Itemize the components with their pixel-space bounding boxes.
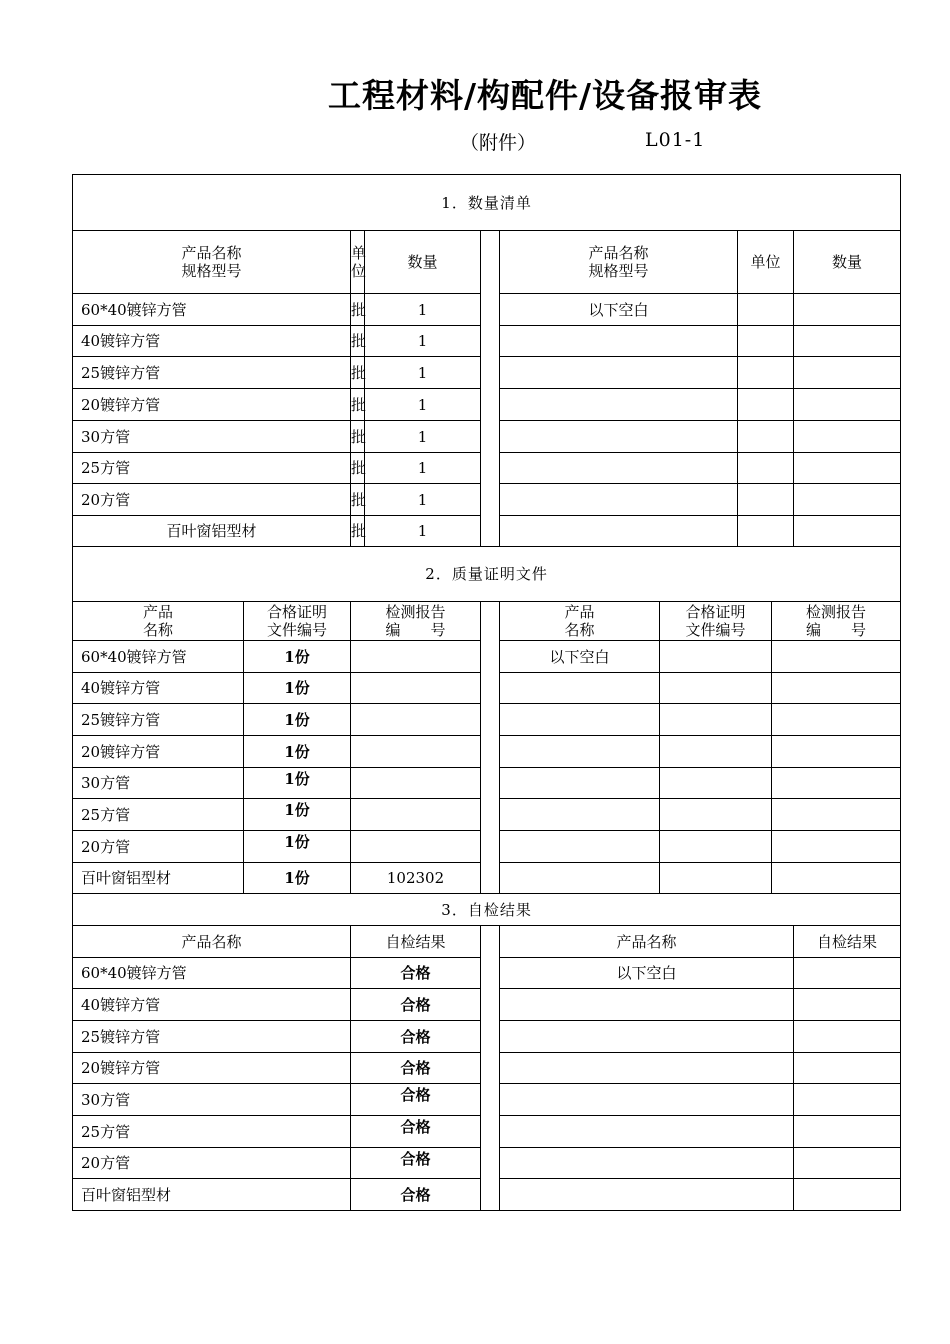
s3-item-name: 60*40镀锌方管 [73, 958, 351, 989]
s3-item-result: 合格 [351, 1084, 481, 1116]
s1-right-unit [738, 326, 794, 357]
s1-header-qty-right: 数量 [794, 231, 901, 294]
s2-item-report [351, 799, 481, 831]
s1-right-name [500, 357, 738, 389]
s3-right-name [500, 1021, 794, 1053]
s3-item-result: 合格 [351, 989, 481, 1021]
s1-right-unit [738, 453, 794, 484]
s3-right-result [794, 1116, 901, 1148]
s2-item-name: 40镀锌方管 [73, 673, 244, 704]
s1-right-unit [738, 357, 794, 389]
s2-item-cert: 1份 [244, 831, 351, 863]
s3-header-result: 自检结果 [351, 926, 481, 958]
s1-right-unit [738, 389, 794, 421]
s1-item-unit: 批 [351, 326, 365, 357]
s1-item-unit: 批 [351, 484, 365, 516]
s1-right-qty [794, 357, 901, 389]
approval-form-table [72, 174, 901, 1211]
s2-right-report [772, 641, 901, 673]
s3-item-name: 20镀锌方管 [73, 1053, 351, 1084]
s2-right-report [772, 863, 901, 894]
section3-title-row [73, 894, 901, 926]
s1-item-unit: 批 [351, 294, 365, 326]
s1-item-qty: 1 [365, 516, 481, 547]
s1-item-qty: 1 [365, 389, 481, 421]
s3-item-result: 合格 [351, 958, 481, 989]
section2-title-row [73, 547, 901, 602]
s3-right-name [500, 1148, 794, 1179]
s2-right-name [500, 799, 660, 831]
s1-right-name [500, 516, 738, 547]
s3-item-name: 40镀锌方管 [73, 989, 351, 1021]
s1-right-unit [738, 516, 794, 547]
s1-header-qty: 数量 [365, 231, 481, 294]
s1-item-qty: 1 [365, 421, 481, 453]
s2-item-cert: 1份 [244, 641, 351, 673]
s3-header-result-right: 自检结果 [794, 926, 901, 958]
s2-item-report [351, 736, 481, 768]
s2-item-name: 20方管 [73, 831, 244, 863]
s1-right-unit [738, 484, 794, 516]
s1-header-name-right: 产品名称 规格型号 [500, 231, 738, 294]
s2-item-name: 20镀锌方管 [73, 736, 244, 768]
section3-header-row [73, 926, 901, 958]
s2-right-cert [660, 799, 772, 831]
s2-item-cert: 1份 [244, 736, 351, 768]
s2-right-report [772, 736, 901, 768]
s2-right-cert [660, 768, 772, 799]
s3-item-name: 百叶窗铝型材 [73, 1179, 351, 1211]
s2-header-product: 产品 名称 [73, 602, 244, 641]
s3-item-result: 合格 [351, 1021, 481, 1053]
section3-title: 3．自检结果 [73, 894, 901, 926]
s3-right-result [794, 958, 901, 989]
s2-right-cert [660, 863, 772, 894]
s2-item-report: 102302 [351, 863, 481, 894]
s3-right-name [500, 1084, 794, 1116]
s2-right-cert [660, 704, 772, 736]
form-title: 工程材料/构配件/设备报审表 [327, 76, 763, 115]
s2-header-report: 检测报告 编 号 [351, 602, 481, 641]
s2-item-cert: 1份 [244, 704, 351, 736]
s1-item-qty: 1 [365, 484, 481, 516]
s3-item-name: 25镀锌方管 [73, 1021, 351, 1053]
s1-right-unit [738, 421, 794, 453]
s1-item-name: 25镀锌方管 [73, 357, 351, 389]
s1-divider [481, 231, 500, 547]
s1-item-unit: 批 [351, 357, 365, 389]
s3-right-result [794, 1021, 901, 1053]
s2-right-cert [660, 673, 772, 704]
s1-right-qty [794, 484, 901, 516]
s2-right-report [772, 704, 901, 736]
s2-item-report [351, 831, 481, 863]
s2-item-cert: 1份 [244, 799, 351, 831]
s2-right-report [772, 799, 901, 831]
s2-header-report-right: 检测报告 编 号 [772, 602, 901, 641]
s1-item-unit: 批 [351, 389, 365, 421]
s3-right-name [500, 989, 794, 1021]
s3-item-result: 合格 [351, 1148, 481, 1179]
section1-title: 1．数量清单 [73, 175, 901, 231]
s1-item-name: 60*40镀锌方管 [73, 294, 351, 326]
s2-right-report [772, 673, 901, 704]
s2-item-report [351, 641, 481, 673]
s2-right-name [500, 768, 660, 799]
s2-divider [481, 602, 500, 894]
s1-right-blank-note: 以下空白 [500, 294, 738, 326]
s2-item-cert: 1份 [244, 673, 351, 704]
s3-right-blank-note: 以下空白 [500, 958, 794, 989]
s3-header-name-right: 产品名称 [500, 926, 794, 958]
s2-item-name: 60*40镀锌方管 [73, 641, 244, 673]
s3-right-result [794, 989, 901, 1021]
s3-right-result [794, 1053, 901, 1084]
s2-item-report [351, 673, 481, 704]
s1-item-name: 40镀锌方管 [73, 326, 351, 357]
s1-item-name: 30方管 [73, 421, 351, 453]
s3-right-name [500, 1179, 794, 1211]
s1-right-qty [794, 421, 901, 453]
s1-item-unit: 批 [351, 453, 365, 484]
s2-item-name: 30方管 [73, 768, 244, 799]
attachment-label: （附件） [460, 132, 537, 154]
s1-item-unit: 批 [351, 516, 365, 547]
section1-header-row [73, 231, 901, 294]
section2-title: 2．质量证明文件 [73, 547, 901, 602]
s2-right-name [500, 736, 660, 768]
s2-right-report [772, 831, 901, 863]
s3-right-name [500, 1053, 794, 1084]
form-code: L01-1 [645, 129, 706, 151]
s2-right-blank-note: 以下空白 [500, 641, 660, 673]
s2-right-name [500, 831, 660, 863]
s2-right-name [500, 673, 660, 704]
s2-right-cert [660, 831, 772, 863]
s1-right-qty [794, 326, 901, 357]
s1-right-name [500, 421, 738, 453]
s1-right-unit [738, 294, 794, 326]
s2-item-name: 25镀锌方管 [73, 704, 244, 736]
s3-item-result: 合格 [351, 1179, 481, 1211]
s1-right-qty [794, 453, 901, 484]
s1-item-unit: 批 [351, 421, 365, 453]
s3-divider [481, 926, 500, 1211]
s2-item-cert: 1份 [244, 768, 351, 799]
s2-right-name [500, 704, 660, 736]
s2-item-name: 百叶窗铝型材 [73, 863, 244, 894]
s3-item-name: 30方管 [73, 1084, 351, 1116]
s2-header-cert-right: 合格证明 文件编号 [660, 602, 772, 641]
s3-header-name: 产品名称 [73, 926, 351, 958]
s2-item-cert: 1份 [244, 863, 351, 894]
s3-right-result [794, 1148, 901, 1179]
s1-right-qty [794, 389, 901, 421]
s1-item-qty: 1 [365, 453, 481, 484]
s1-item-name: 百叶窗铝型材 [73, 516, 351, 547]
s1-header-unit: 单 位 [351, 231, 365, 294]
s1-header-unit-right: 单位 [738, 231, 794, 294]
s1-item-name: 20镀锌方管 [73, 389, 351, 421]
s1-right-name [500, 389, 738, 421]
s2-right-cert [660, 736, 772, 768]
s1-right-name [500, 484, 738, 516]
s1-item-name: 25方管 [73, 453, 351, 484]
s1-right-name [500, 326, 738, 357]
s2-right-report [772, 768, 901, 799]
s3-item-result: 合格 [351, 1116, 481, 1148]
section2-header-row [73, 602, 901, 641]
s2-item-report [351, 768, 481, 799]
s1-right-name [500, 453, 738, 484]
s1-item-qty: 1 [365, 357, 481, 389]
s3-right-name [500, 1116, 794, 1148]
s2-item-report [351, 704, 481, 736]
s2-header-product-right: 产品 名称 [500, 602, 660, 641]
section1-title-row [73, 175, 901, 231]
s1-right-qty [794, 294, 901, 326]
s2-item-name: 25方管 [73, 799, 244, 831]
s3-item-name: 25方管 [73, 1116, 351, 1148]
s1-item-qty: 1 [365, 294, 481, 326]
s2-right-name [500, 863, 660, 894]
s2-header-cert: 合格证明 文件编号 [244, 602, 351, 641]
s2-right-cert [660, 641, 772, 673]
s3-right-result [794, 1084, 901, 1116]
s3-item-name: 20方管 [73, 1148, 351, 1179]
s1-item-name: 20方管 [73, 484, 351, 516]
s3-item-result: 合格 [351, 1053, 481, 1084]
s1-right-qty [794, 516, 901, 547]
s1-header-name: 产品名称 规格型号 [73, 231, 351, 294]
s3-right-result [794, 1179, 901, 1211]
s1-item-qty: 1 [365, 326, 481, 357]
